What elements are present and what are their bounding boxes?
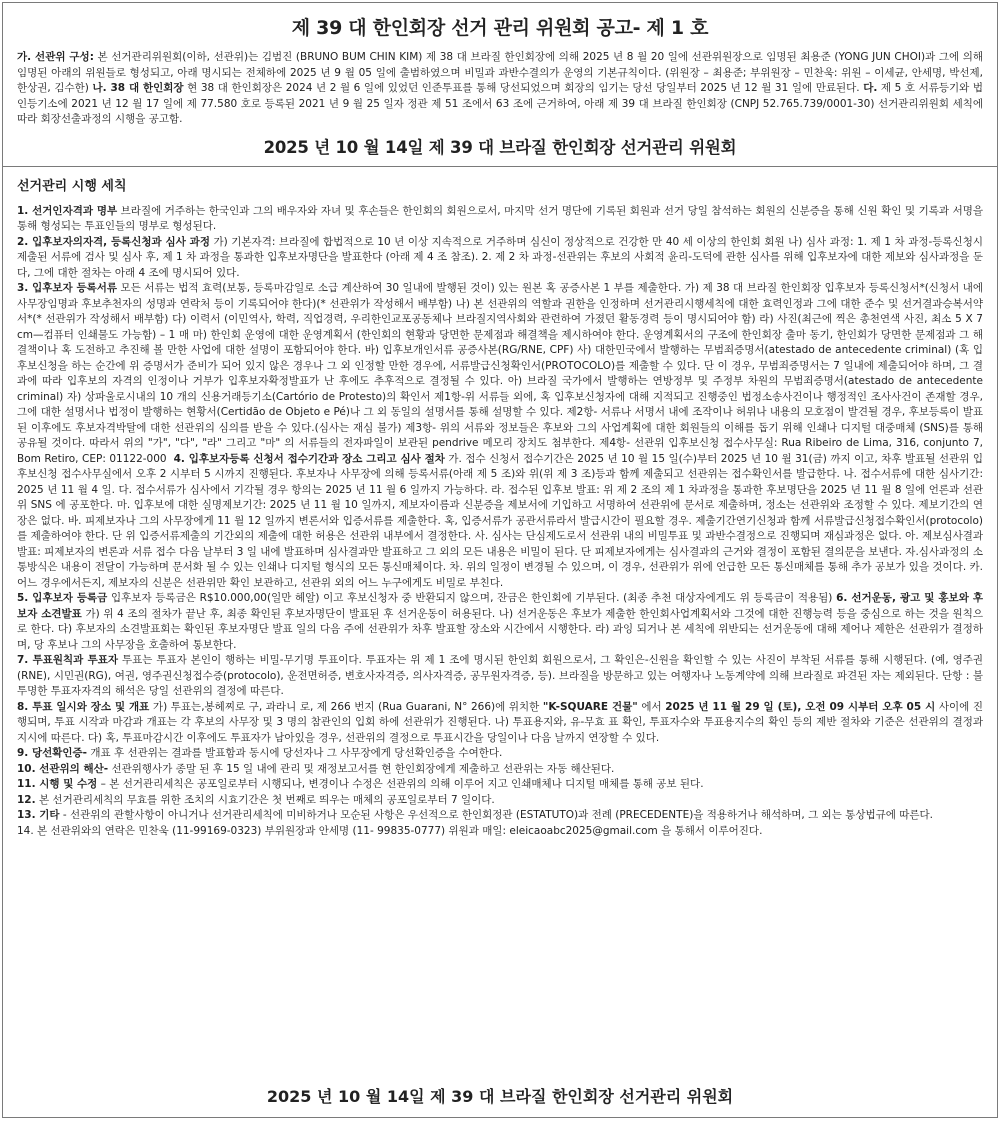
footer-signature: 2025 년 10 월 14일 제 39 대 브라질 한인회장 선거관리 위원회 <box>266 1087 734 1106</box>
intro-c-text: 제 5 호 서류등기와 법인등기소에 2021 년 12 월 17 일에 제 77.580 호로 등록된 2021 년 9 월 25 일자 정관 제 51 조에서 63 조에 근거하여, 아래 제 39 대 브라질 한인회장 (CNPJ 52.765.739/0001-30) 선거관리위원회 세칙에 따라 회장선출과정의 시행을 공고함. <box>17 82 983 125</box>
article-3-4 <box>17 281 983 591</box>
article-9 <box>17 746 983 762</box>
article-4-label: 4. 입후보자등록 신청서 접수기간과 장소 그리고 심사 절차 <box>173 452 445 465</box>
article-2 <box>17 235 983 282</box>
article-8-text-2: 에서 <box>637 700 666 713</box>
divider <box>3 166 997 167</box>
article-4-text: 가. 접수 신청서 접수기간은 2025 년 10 월 15 일(수)부터 2025 년 10 월 31(금) 까지 이고, 차후 발표될 선관위 입후보신청 접수사무실에서 오후 2 시부터 5 시까지 진행된다. 후보자나 사무장에 의해 등록서류(아래 제 5 조)와 위(위 제 3 조)등과 함께 제출되고 선관위는 접수확인서를 발급한다. 나. 접수서류에 대한 심사기간: 2025 년 11 월 4 일. 다. 접수서류가 심사에서 기각될 경우 항의는 2025 년 11 월 6 일까지 가능하다. 라. 접수된 입후보 발표: 위 제 2 조의 제 1 차과정을 통과한 후보명단을 2025 년 11 월 8 일에 언론과 선관위 SNS 에 공포한다. 마. 입후보에 대한 실명제보기간: 2025 년 11 월 10 일까지, 제보자이름과 신분증을 제보서에 기입하고 서명하여 선관위에 문서로 제출하며, 정소는 선관위와 조정할 수 있다. 제보기간의 연장은 없다. 바. 피제보자나 그의 사무장에게 11 월 12 일까지 변론서와 입증서류를 제출한다. 혹, 입증서류가 공관서류라서 발급시간이 필요할 경우. 제출기간연기신청과 함께 서류발급신청접수확인서(protocolo)를 제출하여야 한다. 단 위 입증서류제출의 기간외의 제출에 대한 허용은 선관위 내부에서 결정한다. 사. 심사는 단심제도로서 선관위 내의 비밀투표 및 과반수결정으로 진행되며 재심과정은 없다. 아. 제보심사결과 발표: 피제보자의 변론과 서류 접수 다음 날부터 3 일 내에 발표하며 심사결과만 발표하고 그 외의 모든 내용은 비밀이 된다. 단 피제보자에게는 심사결과의 근거와 결정이 포함된 결의문을 보낸다. 자.심사과정의 소통방식은 내용이 전달이 가능하며 문서화 될 수 있는 인쇄나 디지털 형식의 모든 통신매체이다. 차. 위의 일정이 변경될 수 있으며, 이 경우, 선관위가 위에 언급한 모든 통신매체를 통해 추가 공보가 있을 것이다. 카. 어느 경우에서든지, 제보자의 신분은 선관위만 확인 보관하고, 선관위 외의 어느 누구에게도 비밀로 부친다. <box>17 452 983 589</box>
intro-b-label: 나. 38 대 한인회장 <box>92 82 184 94</box>
article-8-datetime: 2025 년 11 월 29 일 (토), 오전 09 시부터 오후 05 시 <box>665 700 936 713</box>
article-7-text: 투표는 투표자 본인이 행하는 비밀-무기명 투표이다. 투표자는 위 제 1 조에 명시된 한인회 회원으로서, 그 확인은-신원을 확인할 수 있는 사진이 부착된 서류를 통해 시행된다. (예, 영주권(RNE), 시민권(RG), 여권, 영주권신청접수증(protocolo), 운전면허증, 변호사자격증, 의사자격증, 공무원자격증, 등). 브라질을 방문하고 있는 여행자나 노동계약에 의해 브라질로 파견된 자는 제외된다. 단항 : 불투명한 투표자자격의 해석은 당일 선관위의 결정에 따른다. <box>17 654 983 697</box>
article-2-label: 2. 입후보자의자격, 등록신청과 심사 과정 <box>17 235 210 248</box>
intro-a-text: 본 선거관리위원회(이하, 선관위)는 김범진 (BRUNO BUM CHIN KIM) 제 38 대 브라질 한인회장에 의해 2025 년 8 월 20 일에 선관위원장으로 임명된 최용준 (YONG JUN CHOI)과 그에 의해 임명된 아래의 위원들로 형성되고, 아래 명시되는 전체하에 2025 년 9 월 05 일에 출범하였으며 비밀과 과반수결의가 운영의 기본규칙이다. (위원장 – 최용준; 부위원장 – 민찬욱: 위원 – 이세균, 안세명, 박선제, 한상권, 김수한) <box>17 51 984 94</box>
article-1-text: 브라질에 거주하는 한국인과 그의 배우자와 자녀 및 후손들은 한인회의 회원으로서, 마지막 선거 명단에 기록된 회원과 선거 당일 참석하는 회원의 신분증을 통해 신원 확인 및 기록과 서명을 통해 형성되는 투표인들의 명부로 형성된다. <box>17 204 984 232</box>
article-6-label: 6. 선거운동, 광고 및 홍보와 후보자 소견발표 <box>17 592 983 620</box>
article-10-text: 선관위행사가 종말 된 후 15 일 내에 관리 및 재정보고서를 현 한인회장에게 제출하고 선관위는 자동 해산된다. <box>108 762 615 775</box>
intro-paragraph <box>17 50 983 128</box>
article-12 <box>17 793 983 809</box>
intro-c-label: 다. <box>863 82 878 94</box>
article-7-label: 7. 투표원칙과 투표자 <box>17 654 118 666</box>
article-5-label: 5. 입후보자 등록금 <box>17 592 108 604</box>
article-7 <box>17 653 983 700</box>
article-3-text: 모든 서류는 법적 효력(보통, 등록마감일로 소급 계산하여 30 일내에 발행된 것이) 있는 원본 혹 공증사본 1 부를 제출한다. 가) 제 38 대 브라질 한인회장 입후보자 등록신청서*(신청서 내에 사무장임명과 후보추천자의 성명과 연락처 등이 기록되어야 한다)(* 선관위가 작성해서 배부함) 나) 본 선관위의 역할과 권한을 인정하며 선거관리시행세칙에 대한 효력인정과 그에 대한 준수 및 선거결과승복서약서*(* 선관위가 작성해서 배부함) 다) 이력서 (이민역사, 학력, 직업경력, 우리한인교포공동체나 브라질지역사회와 관련하여 가졌던 활동경력 등이 명시되어야 함) 라) 사진(최근에 찍은 총천연색 사진, 최소 5 X 7 cm—컴퓨터 인쇄물도 가능함) – 1 매 마) 한인회 운영에 대한 운영계획서 (한인회의 현황과 당면한 문제점과 해결책을 제시하여야 한다. 운영계획서의 구조에 한인회장 출마 동기, 한인회가 당면한 문제점과 그 해결책이나 혹 도전하고 추진해 볼 만한 사업에 대한 설명이 포함되어야 한다. 바) 입후보개인서류 공증사본(RG/RNE, CPF) 사) 대한민국에서 발행하는 무범죄증명서(atestado de antecedente criminal) (혹 입후보신청을 하는 순간에 위 증명서가 준비가 되어 있지 않은 경우나 그 외 인정할 만한 경우에, 서류발급신청확인서(PROTOCOLO)를 제출할 수 있다. 단 이 경우, 무범죄증명서는 7 일내에 제출되어야 하며, 그 결과에 따라 입후보의 자격의 인정이나 거부가 입후보자확정발표가 난 후에도 추후적으로 결정될 수 있다. 아) 브라질 국가에서 발행하는 연방정부 및 주정부 차원의 무범죄증명서(atestado de antecedente criminal) 자) 상파울로시내의 10 개의 신용거래등기소(Cartório de Protesto)의 확인서 제1항-위 서류들 외에, 혹 입후보신청자에 대해 지적되고 진행중인 법정소송사건이나 행정적인 조사사건이 존재할 경우, 그에 대한 설명서나 법정이 발행하는 현황서(Certidão de Objeto e Pé)나 그 외 동일의 설명서를 통해 설명할 수 있다. 제2항- 서류나 서명서 내에 조작이나 허위나 내용의 모호점이 발견될 경우, 후보등록이 발표된 이후에도 후보자격박탈에 대한 선관위의 심의를 받을 수 있다.(심사는 재심 불가) 제3항- 위의 서류와 정보들은 후보와 그의 사업계획에 대한 회원들의 이해를 돕기 위해 인쇄나 디지털 대중매체 (SNS)를 통해 공유될 것이다. 따라서 위의 "가", "다", "라" 그리고 "마" 의 서류들의 전자파일이 보관된 pendrive 메모리 장치도 첨부한다. 제4항- 선관위 입후보신청 접수사무실: Rua Ribeiro de Lima, 316, conjunto 7, Bom Retiro, CEP: 01122-000 <box>17 282 984 465</box>
article-2-text: 가) 기본자격: 브라질에 합법적으로 10 년 이상 지속적으로 거주하며 심신이 정상적으로 건강한 만 40 세 이상의 한인회 회원 나) 심사 과정: 1. 제 1 차 과정-등록신청시 제출된 서류에 검사 및 심사 후, 제 1 차 과정을 통과한 입후보자명단을 발표한다 (아래 제 4 조 참조). 2. 제 2 차 과정-선관위는 후보의 사회적 윤리-도덕에 관한 심사를 위해 입후보자에 대한 제보와 심사과정을 둔다, 그에 대한 절차는 아래 4 조에 명시되어 있다. <box>17 235 983 279</box>
article-14 <box>17 824 983 840</box>
article-8-venue: "K-SQUARE 건물" <box>542 700 638 713</box>
article-9-text: 개표 후 선관위는 결과를 발표함과 동시에 당선자나 그 사무장에게 당선확인증을 수여한다. <box>87 747 503 759</box>
article-13-label: 13. 기타 <box>17 809 60 821</box>
article-3-label: 3. 입후보자 등록서류 <box>17 282 118 294</box>
article-10-label: 10. 선관위의 해산- <box>17 762 109 775</box>
intro-a-label: 가. 선관위 구성: <box>17 51 94 63</box>
notice-title: 제 39 대 한인회장 선거 관리 위원회 공고- 제 1 호 <box>291 17 709 39</box>
article-10 <box>17 762 983 778</box>
article-8-label: 8. 투표 일시와 장소 및 개표 <box>17 700 150 713</box>
article-5-text: 입후보자 등록금은 R$10.000,00(일만 헤알) 이고 후보신청자 중 반환되지 않으며, 잔금은 한인회에 기부된다. (최종 추천 대상자에게도 위 등록금이 적용됨) <box>107 592 833 604</box>
article-9-label: 9. 당선확인증- <box>17 747 88 759</box>
article-8-text-1: 가) 투표는,봉헤찌로 구, 과라니 로, 제 266 번지 (Rua Guarani, N° 266)에 위치한 <box>149 700 543 713</box>
article-11-text: – 본 선거관리세칙은 공포일로부터 시행되나, 변경이나 수정은 선관위의 의해 이루어 지고 인쇄매체나 디지털 매체를 통해 공보 된다. <box>97 778 704 790</box>
section-title: 선거관리 시행 세칙 <box>17 178 127 194</box>
article-5-6 <box>17 591 983 653</box>
article-14-text: 14. 본 선관위와의 연락은 민찬욱 (11-99169-0323) 부위원장과 안세명 (11- 99835-0777) 위원과 매일: eleicaoabc2025@gmail.com 을 통해서 이루어진다. <box>17 824 763 837</box>
article-13 <box>17 808 983 824</box>
article-8 <box>17 700 983 747</box>
article-1 <box>17 204 983 235</box>
article-12-label: 12. <box>17 793 36 806</box>
article-8-text-3: 사이에 진행되며, 투표 시작과 마감과 개표는 각 후보의 사무장 및 3 명의 참관인의 입회 하에 선관위가 진행된다. 나) 투표용지와, 유-무효 표 확인, 투표자수와 투표용지수의 확인 등의 제반 절차와 기준은 선관위의 결정과 지시에 따른다. 다) 혹, 투표마감시간 이후에도 투표자가 남아있을 경우, 선관위의 결정으로 투표시간을 당일이나 다음 날까지 연장할 수 있다. <box>17 700 984 744</box>
article-6-text: 가) 위 4 조의 절차가 끝난 후, 최종 확인된 후보자명단이 발표된 후 선거운동이 허용된다. 나) 선거운동은 후보가 제출한 한인회사업계획서와 그것에 대한 진행능력 등을 중심으로 하는 것을 원칙으로 한다. 다) 후보자의 소견발표회는 확인된 후보자명단 발표 일의 다음 주에 선관위가 차후 발표할 장소와 시간에서 시행한다. 라) 과잉 되거나 본 세칙에 위반되는 선거운동에 대해 제어나 제한은 선관위가 결정하며, 당 후보나 그의 사무장을 호출하여 통보한다. <box>17 607 983 651</box>
article-13-text: - 선관위의 관할사항이 아니거나 선거관리세칙에 미비하거나 모순된 사항은 우선적으로 한인회정관 (ESTATUTO)과 전례 (PRECEDENTE)을 적용하거나 해석하며, 그 외는 통상법규에 따른다. <box>59 809 933 821</box>
article-11-label: 11. 시행 및 수정 <box>17 778 98 790</box>
date-heading: 2025 년 10 월 14일 제 39 대 브라질 한인회장 선거관리 위원회 <box>263 137 737 157</box>
article-12-text: 본 선거관리세칙의 무효를 위한 조치의 시효기간은 첫 번째로 띄우는 매체의 공포일로부터 7 일이다. <box>35 793 495 806</box>
article-1-label: 1. 선거인자격과 명부 <box>17 204 118 217</box>
intro-b-text: 현 38 대 한인회장은 2024 년 2 월 6 일에 있었던 인준투표를 통해 당선되었으며 회장의 임기는 당선 당일부터 2025 년 12 월 31 일에 만료된다. <box>183 82 860 94</box>
article-11 <box>17 777 983 793</box>
notice-page <box>2 2 998 1118</box>
